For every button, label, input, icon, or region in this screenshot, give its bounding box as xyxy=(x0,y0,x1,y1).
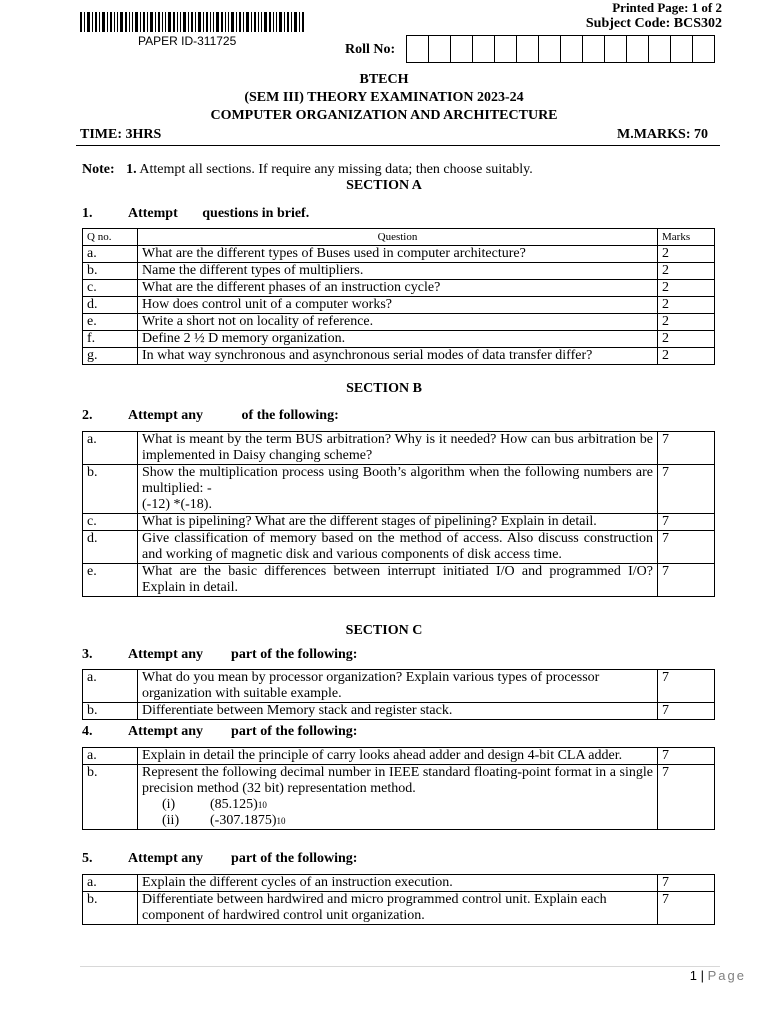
question-text-cell xyxy=(138,703,658,720)
roll-no-box[interactable] xyxy=(517,36,539,62)
question-text-cell xyxy=(138,564,658,597)
question-id: f. xyxy=(83,331,138,348)
q2-number: 2. xyxy=(82,408,93,423)
sub-part-value: (85.125) xyxy=(210,797,258,812)
sub-part xyxy=(142,797,653,813)
question-marks: 2 xyxy=(658,263,715,280)
q5-heading xyxy=(82,851,357,867)
table-row xyxy=(83,297,715,314)
roll-no-box[interactable] xyxy=(693,36,714,62)
question-extra: (-12) *(-18). xyxy=(142,497,212,512)
question-id: a. xyxy=(83,875,138,892)
table-row xyxy=(83,432,715,465)
roll-no-box[interactable] xyxy=(671,36,693,62)
roll-no-box[interactable] xyxy=(649,36,671,62)
q1-number: 1. xyxy=(82,206,93,221)
question-marks: 7 xyxy=(658,748,715,765)
question-id: g. xyxy=(83,348,138,365)
note-label: Note: xyxy=(82,162,115,177)
q5-table xyxy=(82,874,715,925)
question-id: a. xyxy=(83,432,138,465)
question-id: b. xyxy=(83,892,138,925)
question-text-cell xyxy=(138,331,658,348)
roll-no-box[interactable] xyxy=(605,36,627,62)
q4-heading xyxy=(82,724,357,740)
max-marks: M.MARKS: 70 xyxy=(617,127,708,142)
roll-no-box[interactable] xyxy=(473,36,495,62)
table-row xyxy=(83,875,715,892)
header-question: Question xyxy=(138,229,658,246)
roll-no-box[interactable] xyxy=(495,36,517,62)
subject-code: Subject Code: BCS302 xyxy=(585,16,722,31)
question-text-cell xyxy=(138,432,658,465)
question-text: Explain in detail the principle of carry looks ahead adder and design 4-bit CLA adder. xyxy=(142,748,623,763)
question-text: What are the basic differences between interrupt initiated I/O and programmed I/O? Explain in detail. xyxy=(142,564,653,595)
question-id: b. xyxy=(83,703,138,720)
question-marks: 2 xyxy=(658,331,715,348)
question-marks: 7 xyxy=(658,875,715,892)
q4-table xyxy=(82,747,715,830)
question-marks: 2 xyxy=(658,297,715,314)
q4-instruction: Attempt any part of the following: xyxy=(128,724,358,739)
printed-page: Printed Page: 1 of 2 xyxy=(612,0,722,15)
question-text: Give classification of memory based on the method of access. Also discuss construction and working of magnetic disk and various components of disk access time. xyxy=(142,531,653,562)
roll-no-box[interactable] xyxy=(407,36,429,62)
sub-part-base: 10 xyxy=(257,800,267,810)
page-footer xyxy=(690,968,746,983)
question-text-cell xyxy=(138,765,658,830)
table-row xyxy=(83,703,715,720)
roll-no-label: Roll No: xyxy=(345,42,396,57)
q3-heading xyxy=(82,647,357,663)
question-marks: 2 xyxy=(658,348,715,365)
question-text-cell xyxy=(138,875,658,892)
roll-no-box[interactable] xyxy=(561,36,583,62)
question-text: How does control unit of a computer works? xyxy=(142,297,392,312)
question-text: Define 2 ½ D memory organization. xyxy=(142,331,346,346)
program-title: BTECH xyxy=(359,72,409,87)
question-text: Write a short not on locality of reference. xyxy=(142,314,374,329)
table-row xyxy=(83,465,715,514)
sub-part-key: (i) xyxy=(162,797,176,812)
footer-page-number: 1 xyxy=(689,968,698,983)
question-text: Differentiate between hardwired and micro programmed control unit. Explain each component of hardwired control unit organization. xyxy=(142,892,607,923)
sub-part-base: 10 xyxy=(276,816,286,826)
q1-instruction: Attempt questions in brief. xyxy=(128,206,310,221)
sub-part xyxy=(142,813,653,829)
question-id: e. xyxy=(83,564,138,597)
roll-no-box[interactable] xyxy=(627,36,649,62)
question-id: a. xyxy=(83,748,138,765)
question-id: e. xyxy=(83,314,138,331)
table-header-row xyxy=(83,229,715,246)
section-b-title: SECTION B xyxy=(346,381,422,396)
question-text: What is meant by the term BUS arbitration? Why is it needed? How can bus arbitration be implemented in Daisy changing scheme? xyxy=(142,432,653,463)
question-marks: 2 xyxy=(658,314,715,331)
table-row xyxy=(83,280,715,297)
q5-number: 5. xyxy=(82,851,93,866)
note-text: Attempt all sections. If require any missing data; then choose suitably. xyxy=(139,162,533,177)
question-text: What is pipelining? What are the different stages of pipelining? Explain in detail. xyxy=(142,514,597,529)
question-text: Name the different types of multipliers. xyxy=(142,263,364,278)
roll-no-box[interactable] xyxy=(539,36,561,62)
exam-title: (SEM III) THEORY EXAMINATION 2023-24 xyxy=(244,90,524,105)
table-row xyxy=(83,765,715,830)
table-row xyxy=(83,263,715,280)
question-id: c. xyxy=(83,280,138,297)
section-a-title: SECTION A xyxy=(346,178,422,193)
question-text-cell xyxy=(138,263,658,280)
section-a-table xyxy=(82,228,715,365)
question-id: d. xyxy=(83,297,138,314)
table-row xyxy=(83,564,715,597)
table-row xyxy=(83,670,715,703)
table-row xyxy=(83,314,715,331)
roll-no-box[interactable] xyxy=(429,36,451,62)
barcode-image xyxy=(80,12,305,32)
table-row xyxy=(83,246,715,263)
question-id: b. xyxy=(83,465,138,514)
roll-no-box[interactable] xyxy=(451,36,473,62)
section-b-table xyxy=(82,431,715,597)
exam-time: TIME: 3HRS xyxy=(80,127,162,142)
footer-separator: | xyxy=(697,968,708,983)
header-divider xyxy=(76,145,720,146)
question-text-cell xyxy=(138,280,658,297)
q3-table xyxy=(82,669,715,720)
q5-instruction: Attempt any part of the following: xyxy=(128,851,358,866)
question-text-cell xyxy=(138,531,658,564)
question-text: What do you mean by processor organization? Explain various types of processor organization with suitable example. xyxy=(142,670,600,701)
question-text-cell xyxy=(138,348,658,365)
question-text-cell xyxy=(138,297,658,314)
question-text-cell xyxy=(138,892,658,925)
table-row xyxy=(83,331,715,348)
question-marks: 7 xyxy=(658,465,715,514)
question-marks: 7 xyxy=(658,703,715,720)
course-title: COMPUTER ORGANIZATION AND ARCHITECTURE xyxy=(210,108,558,123)
question-text-cell xyxy=(138,246,658,263)
table-row xyxy=(83,348,715,365)
question-id: c. xyxy=(83,514,138,531)
question-id: d. xyxy=(83,531,138,564)
question-text-cell xyxy=(138,314,658,331)
question-id: b. xyxy=(83,765,138,830)
question-id: b. xyxy=(83,263,138,280)
question-marks: 7 xyxy=(658,765,715,830)
sub-part-value: (-307.1875) xyxy=(210,813,277,828)
q3-instruction: Attempt any part of the following: xyxy=(128,647,358,662)
question-marks: 7 xyxy=(658,531,715,564)
section-c-title: SECTION C xyxy=(345,623,423,638)
footer-divider xyxy=(80,966,720,967)
roll-no-box[interactable] xyxy=(583,36,605,62)
paper-id: PAPER ID-311725 xyxy=(138,34,237,48)
question-text: Show the multiplication process using Booth’s algorithm when the following numbers are multiplied: - xyxy=(142,465,653,496)
q2-instruction: Attempt any of the following: xyxy=(128,408,339,423)
question-text-cell xyxy=(138,748,658,765)
question-text-cell xyxy=(138,514,658,531)
question-marks: 7 xyxy=(658,432,715,465)
question-text: In what way synchronous and asynchronous serial modes of data transfer differ? xyxy=(142,348,593,363)
question-marks: 7 xyxy=(658,514,715,531)
q3-number: 3. xyxy=(82,647,93,662)
question-marks: 7 xyxy=(658,670,715,703)
q4-number: 4. xyxy=(82,724,93,739)
question-id: a. xyxy=(83,246,138,263)
question-id: a. xyxy=(83,670,138,703)
question-text: Differentiate between Memory stack and register stack. xyxy=(142,703,453,718)
note-number: 1. xyxy=(126,162,137,177)
q2-heading xyxy=(82,408,339,424)
question-marks: 2 xyxy=(658,246,715,263)
question-text-cell xyxy=(138,670,658,703)
header-marks: Marks xyxy=(658,229,715,246)
question-marks: 2 xyxy=(658,280,715,297)
note xyxy=(82,162,533,178)
table-row xyxy=(83,748,715,765)
table-row xyxy=(83,514,715,531)
sub-part-key: (ii) xyxy=(162,813,180,828)
question-marks: 7 xyxy=(658,564,715,597)
table-row xyxy=(83,892,715,925)
question-text: What are the different phases of an instruction cycle? xyxy=(142,280,441,295)
question-text: Explain the different cycles of an instruction execution. xyxy=(142,875,453,890)
header-qno: Q no. xyxy=(83,229,138,246)
question-text: Represent the following decimal number in IEEE standard floating-point format in a single precision method (32 bit) representation method. xyxy=(142,765,653,796)
footer-page-word: Page xyxy=(707,968,746,983)
question-text: What are the different types of Buses used in computer architecture? xyxy=(142,246,526,261)
table-row xyxy=(83,531,715,564)
roll-no-boxes[interactable] xyxy=(406,35,715,63)
question-marks: 7 xyxy=(658,892,715,925)
q1-heading xyxy=(82,206,309,222)
question-text-cell xyxy=(138,465,658,514)
